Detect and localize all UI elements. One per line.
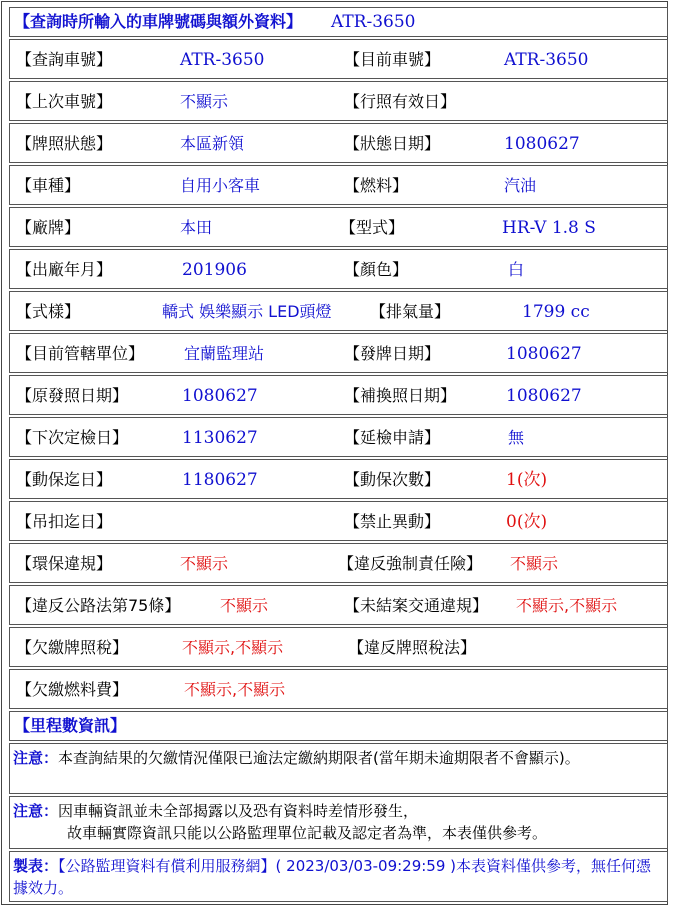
value-highway-act-violation: 不顯示: [220, 596, 269, 615]
value-lien-expiry: 1180627: [182, 470, 258, 490]
value-jurisdiction: 宜蘭監理站: [184, 344, 265, 363]
mileage-title: 【里程數資訊】: [14, 716, 127, 735]
row-lien-expiry: [9, 459, 668, 499]
note-disclaimer: [9, 796, 668, 849]
note-disclaimer-line1: 因車輛資訊並未全部揭露以及恐有資料時差情形發生，: [58, 802, 419, 820]
label-color: 【顏色】: [344, 260, 409, 279]
label-unpaid-license-tax: 【欠繳牌照稅】: [16, 638, 129, 657]
footer-label: 製表：: [13, 857, 59, 875]
value-unpaid-fuel-fee: 不顯示,不顯示: [184, 680, 286, 699]
value-last-plate: 不顯示: [180, 92, 229, 111]
note-disclaimer-line2: 故車輛實際資訊只能以公路監理單位記載及認定者為準，本表僅供參考。: [67, 824, 548, 842]
value-insurance-violation: 不顯示: [510, 554, 559, 573]
note-unpaid: [9, 743, 668, 794]
value-env-violation: 不顯示: [180, 554, 229, 573]
note-unpaid-label: 注意：: [13, 749, 59, 767]
value-brand: 本田: [180, 218, 213, 237]
label-brand: 【廠牌】: [16, 218, 81, 237]
label-next-inspection: 【下次定檢日】: [16, 428, 129, 447]
value-open-traffic-violation: 不顯示,不顯示: [516, 596, 618, 615]
footer-timestamp: ( 2023/03/03-09:29:59 ): [275, 857, 457, 875]
row-manufacture-date: [9, 249, 668, 289]
footer-row: [9, 851, 668, 902]
footer-text: 本表資料僅供參考，無任何憑據效力。: [13, 857, 652, 897]
row-jurisdiction: [9, 333, 668, 373]
label-deferral: 【延檢申請】: [344, 428, 441, 447]
value-status-date: 1080627: [504, 134, 580, 154]
label-issue-date: 【發牌日期】: [344, 344, 441, 363]
row-env-violation: [9, 543, 668, 583]
row-plate-status: [9, 123, 668, 163]
value-displacement: 1799 cc: [522, 302, 590, 322]
value-manufacture-date: 201906: [182, 260, 247, 280]
value-reissue-date: 1080627: [506, 386, 582, 406]
row-highway-act-violation: [9, 585, 668, 625]
row-last-plate: [9, 81, 668, 121]
label-plate-status: 【牌照狀態】: [16, 134, 113, 153]
label-lien-expiry: 【動保迄日】: [16, 470, 113, 489]
row-query-plate: [9, 39, 668, 79]
label-reissue-date: 【補換照日期】: [344, 386, 457, 405]
header-title: 【查詢時所輸入的車牌號碼與額外資料】: [14, 12, 303, 31]
label-fuel: 【燃料】: [344, 176, 409, 195]
label-unpaid-fuel-fee: 【欠繳燃料費】: [16, 680, 129, 699]
row-unpaid-license-tax: [9, 627, 668, 667]
header-row: [9, 7, 668, 37]
label-open-traffic-violation: 【未結案交通違規】: [344, 596, 489, 615]
value-deferral: 無: [508, 428, 525, 447]
note-unpaid-text: 本查詢結果的欠繳情況僅限已逾法定繳納期限者(當年期未逾期限者不會顯示)。: [58, 749, 580, 767]
label-transfer-ban: 【禁止異動】: [344, 512, 441, 531]
value-plate-status: 本區新領: [180, 134, 245, 153]
mileage-row: [9, 711, 668, 741]
label-vehicle-type: 【車種】: [16, 176, 81, 195]
value-color: 白: [508, 260, 525, 279]
value-current-plate: ATR-3650: [504, 50, 589, 70]
value-original-license-date: 1080627: [182, 386, 258, 406]
value-query-plate: ATR-3650: [180, 50, 265, 70]
label-insurance-violation: 【違反強制責任險】: [338, 554, 483, 573]
label-jurisdiction: 【目前管轄單位】: [16, 344, 145, 363]
value-unpaid-license-tax: 不顯示,不顯示: [182, 638, 284, 657]
value-body-style: 轎式 娛樂顯示 LED頭燈: [162, 302, 332, 321]
label-current-plate: 【目前車號】: [344, 50, 441, 69]
label-lien-count: 【動保次數】: [344, 470, 441, 489]
label-query-plate: 【查詢車號】: [16, 50, 113, 69]
header-plate: ATR-3650: [331, 12, 416, 32]
value-model: HR-V 1.8 S: [502, 218, 596, 238]
value-vehicle-type: 自用小客車: [180, 176, 261, 195]
label-license-tax-violation: 【違反牌照稅法】: [348, 638, 477, 657]
row-original-license-date: [9, 375, 668, 415]
label-manufacture-date: 【出廠年月】: [16, 260, 113, 279]
row-suspension-expiry: [9, 501, 668, 541]
label-model: 【型式】: [340, 218, 405, 237]
label-license-valid-date: 【行照有效日】: [344, 92, 457, 111]
label-status-date: 【狀態日期】: [344, 134, 441, 153]
row-vehicle-type: [9, 165, 668, 205]
label-suspension-expiry: 【吊扣迄日】: [16, 512, 113, 531]
value-transfer-ban: 0(次): [506, 512, 548, 532]
label-body-style: 【式樣】: [16, 302, 81, 321]
label-displacement: 【排氣量】: [370, 302, 451, 321]
value-next-inspection: 1130627: [182, 428, 258, 448]
value-lien-count: 1(次): [506, 470, 548, 490]
row-brand: [9, 207, 668, 247]
label-last-plate: 【上次車號】: [16, 92, 113, 111]
label-original-license-date: 【原發照日期】: [16, 386, 129, 405]
footer-source: 【公路監理資料有償利用服務網】: [58, 857, 276, 875]
row-next-inspection: [9, 417, 668, 457]
row-body-style: [9, 291, 668, 331]
note-disclaimer-label: 注意：: [13, 802, 59, 820]
row-unpaid-fuel-fee: [9, 669, 668, 709]
label-env-violation: 【環保違規】: [16, 554, 113, 573]
label-highway-act-violation: 【違反公路法第75條】: [16, 596, 181, 615]
vehicle-info-table: [1, 1, 668, 905]
value-issue-date: 1080627: [506, 344, 582, 364]
value-fuel: 汽油: [504, 176, 537, 195]
